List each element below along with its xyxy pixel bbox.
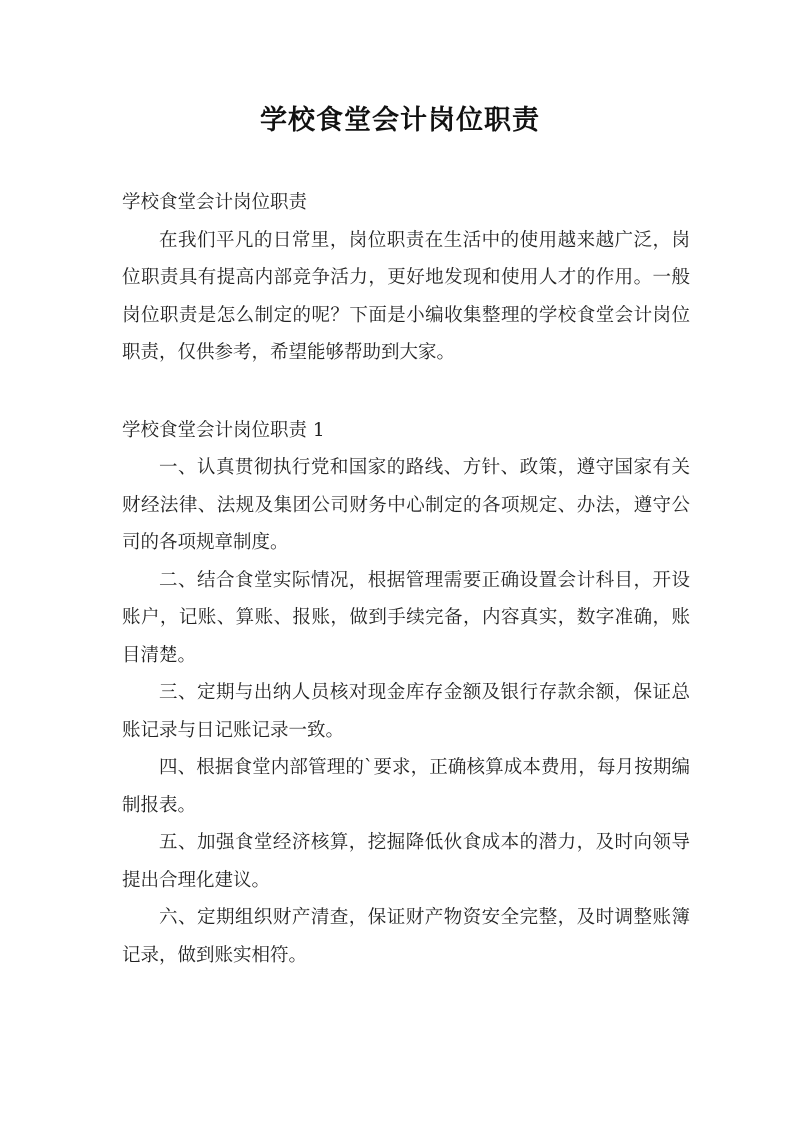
duty-paragraph-1: 一、认真贯彻执行党和国家的路线、方针、政策，遵守国家有关财经法律、法规及集团公司财务中心制定的各项规定、办法，遵守公司的各项规章制度。 (122, 457, 690, 553)
section-heading: 学校食堂会计岗位职责 1 (122, 419, 325, 441)
document-title: 学校食堂会计岗位职责 (260, 105, 540, 136)
document-body (122, 184, 690, 974)
duty-paragraph-3: 三、定期与出纳人员核对现金库存金额及银行存款余额，保证总账记录与日记账记录一致。 (122, 682, 690, 741)
duty-paragraph-5: 五、加强食堂经济核算，挖掘降低伙食成本的潜力，及时向领导提出合理化建议。 (122, 832, 690, 891)
intro-paragraph: 在我们平凡的日常里，岗位职责在生活中的使用越来越广泛，岗位职责具有提高内部竞争活力，更好地发现和使用人才的作用。一般岗位职责是怎么制定的呢？下面是小编收集整理的学校食堂会计岗位职责，仅供参考，希望能够帮助到大家。 (122, 229, 690, 363)
section-spacer (122, 372, 690, 412)
duty-paragraph-2: 二、结合食堂实际情况，根据管理需要正确设置会计科目，开设账户，记账、算账、报账，做到手续完备，内容真实，数字准确，账目清楚。 (122, 569, 690, 666)
duty-paragraph-4: 四、根据食堂内部管理的`要求，正确核算成本费用，每月按期编制报表。 (122, 757, 690, 816)
document-subtitle: 学校食堂会计岗位职责 (122, 192, 308, 213)
duty-paragraph-6: 六、定期组织财产清查，保证财产物资安全完整，及时调整账簿记录，做到账实相符。 (122, 907, 690, 966)
